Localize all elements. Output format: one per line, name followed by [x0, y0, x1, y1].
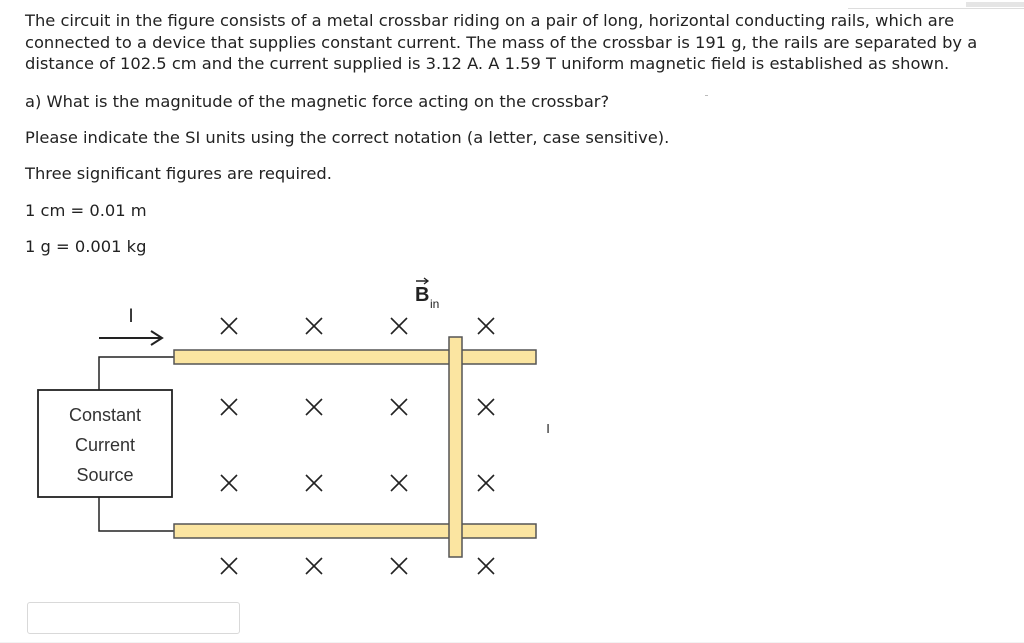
field-into-page-marker — [478, 399, 494, 415]
current-label: I — [128, 306, 134, 327]
field-label — [415, 278, 439, 311]
field-into-page-marker — [478, 475, 494, 491]
field-into-page-marker — [306, 399, 322, 415]
conversion-g: 1 g = 0.001 kg — [25, 237, 147, 256]
current-arrow — [99, 331, 162, 345]
field-into-page-marker — [391, 558, 407, 574]
field-into-page-marker — [391, 475, 407, 491]
units-instruction: Please indicate the SI units using the correct notation (a letter, case sensitive). — [25, 128, 670, 147]
stray-mark — [705, 95, 708, 96]
field-into-page-marker — [391, 318, 407, 334]
answer-input[interactable] — [27, 602, 240, 634]
source-label-line-3: Source — [76, 465, 134, 485]
tab-indicator — [966, 2, 1024, 7]
top-rail — [174, 350, 536, 364]
circuit-figure — [0, 270, 1024, 590]
field-into-page-marker — [221, 318, 237, 334]
field-into-page-marker — [306, 318, 322, 334]
field-into-page-marker — [478, 558, 494, 574]
field-into-page-marker — [221, 558, 237, 574]
field-into-page-marker — [478, 318, 494, 334]
crossbar — [449, 337, 462, 557]
question-part-a: a) What is the magnitude of the magnetic force acting on the crossbar? — [25, 92, 610, 111]
question-intro: The circuit in the figure consists of a metal crossbar riding on a pair of long, horizontal conducting rails, which are connected to a device that supplies constant current. The mass of the crossbar is 191 g, the rails are separated by a distance of 102.5 cm and the current supplied is 3.12 A. A 1.59 T uniform magnetic field is established as shown. — [25, 11, 978, 74]
conversion-cm: 1 cm = 0.01 m — [25, 201, 147, 220]
source-label-line-2: Current — [74, 435, 136, 455]
side-current-label: I — [546, 421, 550, 436]
source-label-line-1: Constant — [68, 405, 142, 425]
sig-figs-instruction: Three significant figures are required. — [25, 164, 332, 183]
field-into-page-marker — [306, 475, 322, 491]
field-subscript: in — [430, 297, 440, 311]
field-into-page-marker — [391, 399, 407, 415]
field-into-page-marker — [306, 558, 322, 574]
top-tab-strip — [848, 0, 1024, 9]
field-symbol: B — [415, 284, 430, 306]
field-into-page-marker — [221, 475, 237, 491]
field-into-page-marker — [221, 399, 237, 415]
bottom-rail — [174, 524, 536, 538]
